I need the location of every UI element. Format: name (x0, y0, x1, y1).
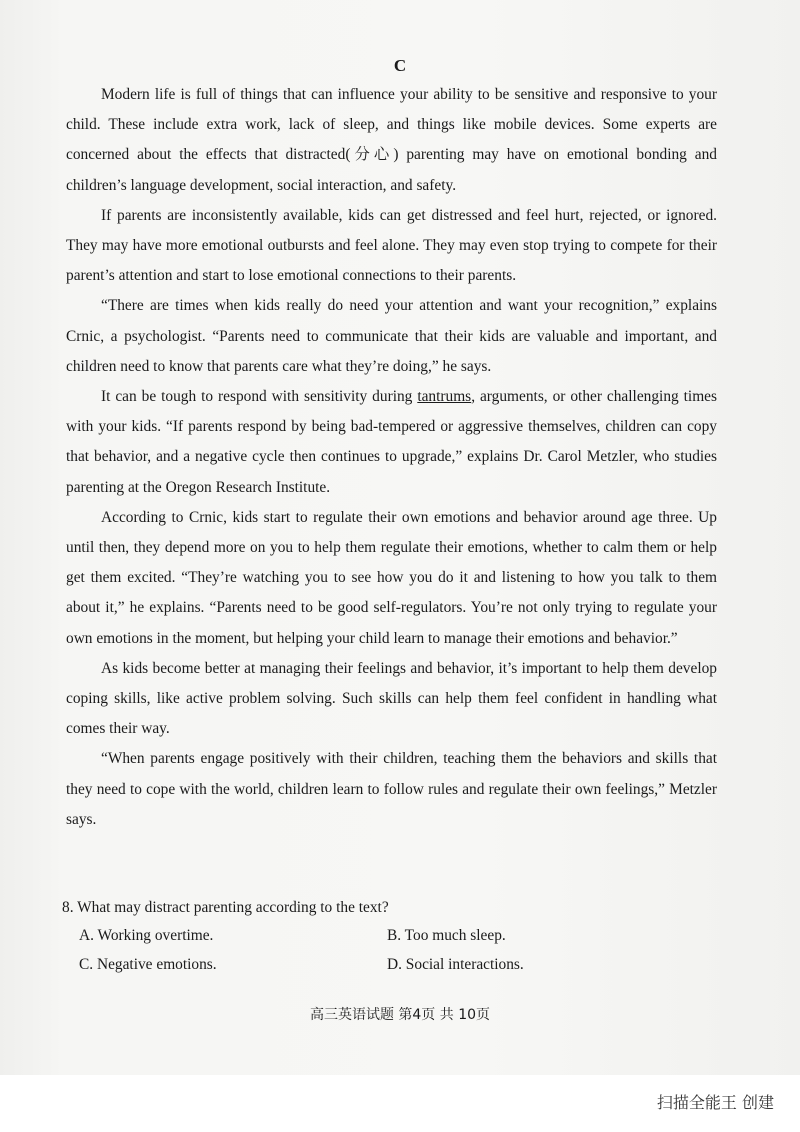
paragraph-4-start: It can be tough to respond with sensitivity during (101, 388, 418, 406)
question-8 (62, 898, 662, 984)
section-heading: C (393, 56, 407, 75)
option-c: C. Negative emotions. (79, 956, 217, 973)
paragraph-4-end: , arguments, or other challenging times with your kids. “If parents respond by being bad-tempered or aggressive themselves, children can copy that behavior, and a negative cycle then continues to upgrade,” explains Dr. Carol Metzler, who studies parenting at the Oregon Research Institute. (66, 388, 717, 496)
paragraph-4 (66, 382, 717, 503)
paragraph-3: “There are times when kids really do need your attention and want your recognition,” explains Crnic, a psychologist. “Parents need to communicate that their kids are valuable and important, and children need to know that parents care what they’re doing,” he says. (66, 297, 717, 375)
paragraph-2: If parents are inconsistently available, kids can get distressed and feel hurt, rejected, or ignored. They may have more emotional outbursts and feel alone. They may even stop trying to compete for their parent’s attention and start to lose emotional connections to their parents. (66, 206, 717, 285)
paragraph-7: “When parents engage positively with their children, teaching them the behaviors and skills that they need to cope with the world, children learn to follow rules and regulate their own feelings,” Metzler says. (66, 750, 717, 828)
options-row-1 (62, 926, 662, 946)
options-row-2 (62, 955, 662, 975)
underlined-word: tantrums (417, 388, 472, 406)
paragraph-1: Modern life is full of things that can influence your ability to be sensitive and responsive to your child. These include extra work, lack of sleep, and things like mobile devices. Some experts are concerned about the effects that distracted(分心) parenting may have on emotional bonding and children’s language development, social interaction, and safety. (66, 86, 717, 194)
option-d: D. Social interactions. (387, 956, 524, 973)
question-stem: 8. What may distract parenting according to the text? (62, 899, 389, 916)
option-a: A. Working overtime. (79, 927, 214, 944)
paragraph-5: According to Crnic, kids start to regulate their own emotions and behavior around age three. Up until then, they depend more on you to help them regulate their emotions, whether to calm them or help get them excited. “They’re watching you to see how you do it and listening to how you talk to them about it,” he explains. “Parents need to be good self-regulators. You’re not only trying to regulate your own emotions in the moment, but helping your child learn to manage their emotions and behavior.” (66, 508, 717, 647)
page-footer: 高三英语试题 第4页 共 10页 (309, 1007, 491, 1023)
scanner-watermark: 扫描全能王 创建 (656, 1093, 774, 1112)
reading-passage (66, 80, 717, 835)
paragraph-6: As kids become better at managing their feelings and behavior, it’s important to help them develop coping skills, like active problem solving. Such skills can help them feel confident in handling what comes their way. (66, 659, 717, 738)
option-b: B. Too much sleep. (387, 927, 506, 944)
